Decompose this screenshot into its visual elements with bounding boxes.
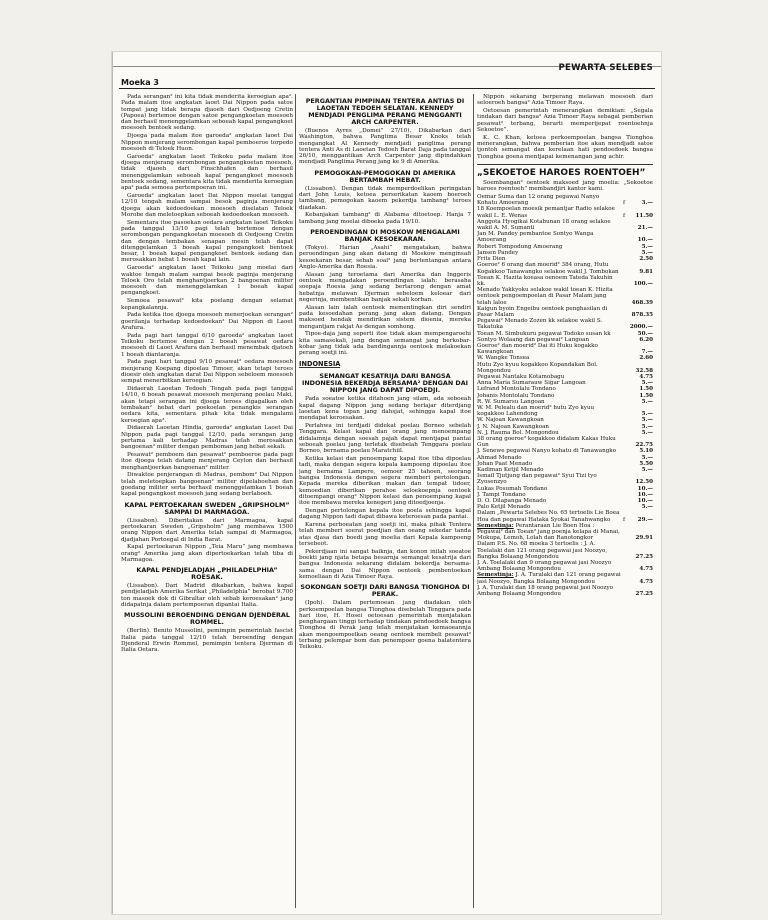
donation-amount: 10.—	[637, 498, 653, 505]
paragraph: Djoega pada malam itoe garoeda² angkatan laoet Dai Nippon menjerang serombongan kapal pemboeroe torpedo moesoeh di Teloek Huon.	[121, 133, 293, 152]
article-paragraphs	[121, 94, 293, 498]
donation-amount: 4.75	[639, 578, 653, 585]
donation-label: N. J. Rauma Bol. Mongondou	[477, 429, 559, 436]
donation-label: R. W. Sumarsu Langoan	[477, 398, 545, 405]
donation-item	[477, 436, 653, 448]
donation-label: Palo Ketjil Menado	[477, 504, 531, 511]
paragraph: Didaerah Laoetan Hindia, garoeda² angkatan Laoet Dai Nippon pada pagi tanggal 12/10, pada serangan jang pertama kali terhadap Madras telah merosakkan bangoenan² militer dengan pemboman jang hebat sekali.	[121, 425, 293, 451]
paragraph: Pada serangan² ini kita tidak menderita keroegian apa². Pada malam itoe angkatan laoet Dai Nippon pada satoe tempat jang tidak berapa djaoeh dari Oedjoeng Cretin (Papoea) bertemoe dengan satoe pengangkoetan moesoeh dan berhasil menenggelamkan seboeah kapal pengangkoet moesoeh bentoek sedang.	[121, 94, 293, 132]
donation-item	[477, 262, 653, 274]
donation-amount: 4.75	[639, 566, 653, 573]
donation-amount: 878.35	[631, 311, 653, 318]
donation-amount: 27.25	[635, 591, 653, 598]
donation-amount: 32.58	[635, 367, 653, 374]
donation-list	[477, 194, 653, 523]
donation-amount: 3.—	[641, 200, 653, 207]
paragraph: Garoeda² angkatan laoet Dai Nippon moelai tanggal 12/10 tengah malam sampai besok paginja menjerang djoega akan kedoedoekan moesoeh diselatan Teloek Morobe dan meletoepkan seboeah kedoedoekan moesoeh.	[121, 192, 293, 218]
donation-label: Anna Maria Sumarauw Sigar Langoan	[477, 380, 586, 387]
donation-item	[477, 318, 653, 330]
donation-label: Hutu Zyo kyuu kogakkoo Kopandakan Bol. Mongondou	[477, 361, 598, 374]
headline-philadelphia: KAPAL PENDJELADJAH „PHILADELPHIA” ROESAK.	[136, 566, 278, 582]
donation-amount: 29.91	[635, 535, 653, 542]
donation-amount: 12.50	[635, 479, 653, 486]
donation-item	[477, 405, 653, 417]
paragraph: Diwaktoe penjerangan di Madras, pembom² Dai Nippon telah meletoepkan bangoenan² militer dipelaboehan dan goedang militer serta berhasil menenggelamkan 1 boeah kapal pengangkoet moesoeh jang sedang berlaboeh.	[121, 472, 293, 498]
donation-amount: 1.50	[639, 392, 653, 399]
paragraph: Kapal pertoekaran Nippon „Teia Maru” jang membawa orang² Amerika jang akan dipertoekarkan telah tiba di Marmagoa.	[121, 544, 293, 563]
donation-amount: 5.—	[641, 454, 653, 461]
donation-item	[477, 287, 653, 306]
donation-amount: 10.—	[637, 491, 653, 498]
donation-amount: 5.—	[641, 249, 653, 256]
donation-label: Jansen Pandey	[477, 249, 519, 256]
donation-amount: 5.—	[641, 429, 653, 436]
donation-amount: 5.—	[641, 380, 653, 387]
donation-amount: 1.50	[639, 386, 653, 393]
donation-label: Kaigun byoin Engeibu oentoek penghasilan di Pasar Malam	[477, 305, 608, 318]
paragraph: Kebanjakan tambang² di Alabama ditoetoep. Hanja 7 tambang jang moelai diboeka pada 19/10.	[299, 212, 471, 225]
donation-item	[477, 343, 653, 355]
donation-amount: 2.60	[639, 355, 653, 362]
donation-item	[477, 206, 653, 218]
paragraph: (Ipoh). Dalam pertemoean jang diadakan oleh perkoempoelan bangsa Tionghoa disebelah Tenggara pada hari itoe, H. Hosei oetoesan pemerintah menjatakan penghargaan tinggi terhadap tindakan pendoedoek bangsa Tionghoa di Perak jang telah menjatakan kemaoeannja akan mengoempoelkan oeang oentoek membeli pesawat² terbang pelempar bom dan penempoer goena balatentera Teikoku.	[299, 600, 471, 651]
donation-amount: 468.39	[631, 299, 653, 306]
donation-amount: 5.—	[641, 411, 653, 418]
paragraph: Pada ketika itoe djoega moesoeh menerjoekan serangan² goerilanja terhadap kedoedoekan² Dai Nippon di Laoet Arafura.	[121, 312, 293, 331]
donation-label: D. O. Dilapanga Menado	[477, 498, 547, 505]
donation-amount: 27.25	[635, 553, 653, 560]
donation-amount: 50.—	[637, 330, 653, 337]
donation-amount: 5.—	[641, 417, 653, 424]
paragraph: Alasan jang teroetama dari Amerika dan Inggeris oentoek mengadakan peroendingan ialah: berasaha soepaja Roesia jang sedang bertarong dengan amat hebatnja melawan Djerman sebeloem keloear dari negerinja, membentikan banjak sekali korban.	[299, 271, 471, 303]
column-2	[299, 94, 471, 908]
donation-item	[477, 572, 653, 584]
donation-label: Lefrand Montolalu Tondano	[477, 386, 556, 393]
paragraph: Pada soeatoe ketika ditahoen jang silam, ada seboeah kapal dagang Nippon jang sedang berlajar diterdjang laoetan kena topan jang dahsjat, sehingga kapal itoe mendapat keroesakan.	[299, 396, 471, 422]
donation-amount: 7.—	[641, 349, 653, 356]
donation-label: W. M. Pelealu dan moerid² hutu Zyo kyuu kogakkoo Lahendong	[477, 404, 595, 418]
donation-label: J. A. Turalaki dan 121 orang pegawai jasi Noozyo, Bangka Bolaang Mongondou	[477, 572, 621, 585]
donation-label: Kadiman Ketjil Menado	[477, 467, 544, 473]
donation-amount: 29.—	[637, 516, 653, 523]
subhead: Semestinja:	[477, 522, 514, 529]
headline-gripsholm: KAPAL PERTOEKARAN SWEDEN „GRIPSHOLM” SAMPAI DI MARMAGOA.	[124, 500, 290, 516]
paragraph: Perlahwa ini terdjadi didekat poelau Borneo sebelah Tenggara. Kelasi kapal dan orang jang menoempang didalamnja dengan soesah pajah dapat mentjapai pantai seboeah poelau jang terletak disebelah Tenggara poelau Borneo, bernama poelau Maratchiil.	[299, 423, 471, 455]
donation-label: Ismail Tjutjung dan pegawai² Syui Tizi tyo Zyosenzyo	[477, 473, 597, 486]
currency-mark: f	[622, 516, 626, 523]
page-label: Moeka 3	[121, 78, 159, 87]
donation-label: Pegawai Nantaku Kotamobagu	[477, 373, 565, 380]
donation-amount: 4.75	[639, 373, 653, 380]
donation-label: Johan Paat Menado	[477, 460, 533, 467]
donation-item	[477, 275, 653, 287]
paragraph: Karena perboeatan jang soetji ini, maka pihak Tentera telah memberi soerat poedjian dan oeang sekedar tanda atas djasa dan boedi jang moelia dari Kepala kampoeng tersebeot.	[299, 522, 471, 547]
headline-kennedy: PERGANTIAN PIMPINAN TENTERA ANTIAS DI LAOETAN TEDOEH SELATAN. KENNEDY MENDJADI PENGLIMA PERANG MENGGANTI ARCH CARPENTER.	[305, 97, 465, 126]
paragraph: Ketika kelasi dan penoempang kapal itoe tiba dipoelau tadi, maka dengan segera kepala kampoeng dipoelau itoe jang bernama Lampere, oemoer 25 tahoen, seorang bangsa Indonesia dengan segera memberi pertolongan. Kepada mereka diberikan makan dan tempat tidoer, kemoedian diberikan perahoe seloekoepnja oentoek ditoempangi orang² Nippon kelasi dan penoempang kapal itoe membawa mereka kenegeri jang ditoedjoenja.	[299, 456, 471, 507]
donation-amount: 5.—	[641, 504, 653, 511]
paragraph: K. C. Khan, ketoea perkoempoelan bangsa Tionghoa menerangkan, bahwa pemberian itoe akan mendjadi satoe tjontoh semangat dan kerelaan hati pendoedoek bangsa Tionghoa goena mentjapai kemenangan jang achir.	[477, 134, 653, 160]
headline-moskow: PEROENDINGAN DI MOSKOW MENGALAMI BANJAK KESOEKARAN.	[310, 228, 460, 244]
donation-label: Toean K. Hazita koeasa oenoem Tateda Yakuhin kk.	[477, 274, 613, 287]
headline-pemogokan: PEMOGOKAN-PEMOGOKAN DI AMERIKA BERTAMBAH HEBAT.	[314, 168, 456, 184]
donation-label: 38 orang goeroe² kogakkoo didalam Kakas Huku Gun	[477, 435, 616, 449]
donation-label: Jan M. Pandey pembantoe Sontyo Wanga Amoerang	[477, 231, 594, 244]
paragraph: Garoeda² angkatan laoet Teikoku jang moelai dari waktoe tengah malam sampai besok paginja menjerang Teloek Oro telah menghantjoerkan 2 bangoenan militer moesoeh dan menenggelamkan 1 boeah kapal pengangkoet.	[121, 265, 293, 297]
donation-item	[477, 362, 653, 374]
donation-label: Johanis Montolalu Tondano	[477, 392, 555, 399]
donation-label: W. Wangke Tonsea	[477, 355, 530, 362]
headline-mussolini: MUSSOLINI BEROENDING DENGAN DJENDERAL ROMMEL.	[124, 611, 290, 627]
donation-amount: 10.—	[637, 237, 653, 244]
donation-label: Toean M. Simbukuru pegawai Todoko susan kk	[477, 330, 611, 337]
paragraph: (Berlin). Benito Mussolini, pemimpin pemerintah fascist Italia pada tanggal 12/10 telah beroending dengan Djenderal Erwin Rommel, pemimpin tentera Djerman di Italia Oetara.	[121, 628, 293, 654]
currency-mark: f	[622, 200, 626, 207]
donation-item	[477, 541, 653, 560]
paragraph: Alasan lain ialah oentoek mementingkan diri sendiri pada kesoedahan perang jang akan datang. Dengan maksoed hendak mendirikan sistem dioenia, mereka mengantjam rakjat As dengan somhong.	[299, 304, 471, 330]
masthead: PEWARTA SELEBES	[558, 63, 653, 73]
donation-label: Menado Yakkyoku selakoe wakil toean K. Hizita oentoek pengoempoelan di Pasar Malam jang telah laloe	[477, 287, 613, 306]
donation-amount: 9.81	[639, 268, 653, 275]
subhead: Semestinja:	[477, 572, 514, 579]
paragraph: (Lissabon). Dengan tidak memperdoelikan peringatan dari John Louis, ketoea perserikatan kaoem boeroeh tambang, pemogokan kaoem pekerdja tambang² teroes diadakan.	[299, 185, 471, 211]
donation-label: Dalam P.S. No. 68 moeka 3 tertoelis : J. A. Toelalaki dan 121 orang pegawai jasi Noozyo, Bangka Bolaang Mongondou	[477, 541, 608, 560]
donation-label: 18 Koempoelan moesik pemantjar Radio selakoe wakil L. E. Wenas	[477, 206, 615, 219]
donation-amount: 5.10	[639, 448, 653, 455]
column-3	[477, 94, 653, 908]
paragraph: Pada pagi hari tanggal 6/10 garoeda² angkatan laoet Teikoku bertemoe dengan 2 boeah pesawat oedara moesoeh di Laoet Arafura dan berhasil menembak djatoeh 1 boeah diantaranja.	[121, 332, 293, 358]
headline-sekoetoe: „SEKOETOE HAROES ROENTOEH”	[477, 164, 653, 178]
donation-amount: 6.20	[639, 336, 653, 343]
donation-amount: 5.—	[641, 243, 653, 250]
donation-label: Oemar Suma dan 12 orang pegawai Nanyo Kohatu Amoerang	[477, 194, 600, 207]
paragraph: Tipoe-daja jang seperti itoe tidak akan mempengaroehi kita samasekali, jang dengan semangat jang berkobar-kobar jang tidak ada bandingannja oentoek melakoekan perang soetji ini.	[299, 331, 471, 357]
donation-item	[477, 306, 653, 318]
headline-tionghoa: SOKONGAN SOETJI DARI BANGSA TIONGHOA DI PERAK.	[300, 583, 470, 599]
donation-amount: 21.—	[637, 225, 653, 232]
donation-label: Pegawai² Menado Zozen kk selakoe wakil S. Takatuka	[477, 318, 603, 331]
paragraph: (Lissabon). Diberitakan dari Marmagoa, kapal pertoekaran Sweden „Gripsholm” jang membawa 1500 orang Nippon dari Amerika telah sampai di Marmagoa, djadjahan Portoegal di India Barat.	[121, 517, 293, 543]
donation-amount: 22.75	[635, 442, 653, 449]
donation-label: J. A. Toelalaki dan 9 orang pegawai jasi Noozyo Ambang Bolaang Mongondou	[477, 560, 612, 573]
donation-label: J. A. Turalaki dan 18 orang pegawai jasi Noozyo Ambang Bolaang Mongondou	[477, 584, 614, 598]
headline-semangat: SEMANGAT KESATRIJA DARI BANGSA INDONESIA BEKERDJA BERSAMA² DENGAN DAI NIPPON JANG DAPAT DIPOEDJI.	[301, 372, 469, 395]
donation-amount: 100.—	[633, 280, 653, 287]
donation-item	[477, 473, 653, 485]
donation-amount: 5.—	[641, 423, 653, 430]
paragraph: Soembangan² oentoek maksoed jang moelia: „Sekoetoe haroes roentoeh” membandjiri kantor kami.	[477, 179, 653, 193]
donation-label: Goeroe² 6 orang dan moerid² 384 orang, Hutu Kogakkoo Tanawangko selakoe wakil J. Tombokan	[477, 262, 619, 275]
donation-amount: 5.—	[641, 398, 653, 405]
paragraph: (Tokyo). Harian „Asahi” mengatakan, bahwa peroendingan jang akan datang di Moskow menginsafi kesoekaran besar, sebab soal² jang bertentangan antara Anglo-Amerika dan Roesia.	[299, 245, 471, 270]
donation-label: Ahmad Menado	[477, 454, 522, 461]
paragraph: Garoeda² angkatan laoet Teikoku pada malam itoe djoega menjerang serombongan pengangkoetan moesoeh, tidak djaoeh dari Finschhafen dan berhasil menenggelamkan seboeah kapal pengangkoet moesoeh bentoek sedang, sementara kita tidak menderita keroegian apa² pada semoea pertempoeran ini.	[121, 153, 293, 192]
paragraph: Pada pagi hari tanggal 9/10 pesawat² oedara moesoeh menjerang Koepang dipoelau Timoer, akan tetapi teroes dioesir oleh angkatan darat Dai Nippon sebeloem moesoeh sempat menerbitkan keroegian.	[121, 359, 293, 385]
donation-amount: 10.—	[637, 485, 653, 492]
donation-label: J. N. Najoan Kawangkoan	[477, 423, 550, 430]
donation-label: Sontyo Wolaang dan pegawai² Langoan	[477, 336, 590, 343]
paragraph: Nippon sekarang berperang melawan moesoeh dari seloeroeh bangsa² Azia Timoer Raya.	[477, 94, 653, 107]
donation-item	[477, 560, 653, 572]
paragraph: (Lissabon). Dari Madrid dikabarkan, bahwa kapal pendjeladjah Amerika Serikat „Philadelphia” berobat 9.700 ton masoek dok di Gibraltar oleh sebab keroesakan² jang didapatnja dalam pertempoeran dipantai Italia.	[121, 583, 293, 609]
donation-item	[477, 231, 653, 243]
donation-label: J. Senewe pegawai Nanyo kohatu di Tanawangko	[477, 448, 617, 455]
paragraph: Oetoesan pemerintah menerangkan demikian: „Segala tindakan dari bangsa² Azia Timoer Raya sebagai pemberian pesawat² terbang, berarti memperijepat roentoehnja Sekoetoe”.	[477, 108, 653, 133]
donation-label: Lukas Posumah Tondano	[477, 485, 548, 492]
section-label-indonesia: INDONESIA	[299, 360, 341, 369]
paragraph: Dengan pertolongan kepala itoe poela sehingga kapal dagang Nippon tadi dapat dibawa keteroesan pada pantai.	[299, 507, 471, 521]
donation-label: Robert Tompodung Amoerang	[477, 243, 563, 250]
column-1	[121, 94, 293, 908]
donation-label: Goeroe² dan moerid² Dai iti Huku kogakko Kawangkoan	[477, 342, 598, 356]
donation-amount: 2.50	[639, 256, 653, 263]
header-rule	[119, 88, 655, 89]
column-divider	[473, 94, 474, 908]
donation-label: Dalam „Pewarta Selebes No. 65 tertoelis Lie Boea Hoa dan pegawai Hataka Syokai Tanahwangko	[477, 510, 620, 523]
paragraph: (Buenos Ayres „Domei” 27/10). Dikabarkan dari Washington, bahwa Panglima Besar Knoks telah mengangkat Al Kennedy mendjadi panglima perang tentera Anti As di Laoetan Tedoeh Barat Daja pada tanggal 26/10, menggantikan Arch Carpenter jang dipindahkan mendjadi Panglima Perang jang ke 9 di Amerika.	[299, 128, 471, 166]
donation-label: Frits Dien	[477, 256, 506, 263]
paragraph: Pekerdjaan ini sangat baiknja, dan konon inilah soeatoe boekti jang njata betapa besarnja semangat kesatrija dari bangsa Indonesia sekarang didalam bekerdja bersama-sama dengan Dai Nippon oentoek pembentoekan kemoeliaan di Azia Timoer Raya.	[299, 548, 471, 580]
donation-label: Anggota Hyogikai Kotabunan 18 orang selakoe wakil A. M. Sumanti	[477, 218, 611, 232]
donation-label: J. Tampi Tondano	[477, 491, 526, 498]
donation-amount: 2000.—	[629, 324, 653, 331]
donation-item	[477, 194, 653, 206]
donation-amount: 5.50	[639, 460, 653, 467]
donation-item	[477, 523, 653, 542]
column-divider	[295, 94, 296, 908]
donation-item	[477, 585, 653, 597]
newspaper-page	[112, 52, 661, 914]
donation-item	[477, 219, 653, 231]
paragraph: Sementara itoe pasoekan oedara angkatan laoet Teikoku pada tanggal 13/10 pagi telah bertemoe dengan serombongan pengangkoetan moesoeh di Oedjoeng Cretin dan dengan tembakan senapan mesin telah dapat ditenggelamkan 3 boeah kapal pengangkoet bentoek besar, 1 boeah kapal pengangkoet bentoek sedang dan merosakkan hebat 1 boeah kapal lain.	[121, 219, 293, 264]
paragraph: Didaerah Laoetan Tedoeh Tengah pada pagi tanggal 14/10, 6 boeah pesawat moesoeh menjerang poelau Maki, akan tetapi serangan ini djoega teroes digagalkan oleh tembakan² hebat dari poekoelan penangkis serangan oedara kita, sementara pihak kita tidak mengalami keroegian apa².	[121, 386, 293, 424]
donation-label: Perantaraan Lie Boen Hoa : Pegawai² dan Toean² jang poenja kelapa di Manai, Mokupa, Lemoh, Lolah dan Ranotongkor	[477, 522, 620, 542]
donation-amount: 5.—	[641, 467, 653, 473]
donation-label: W. Najoan Kawangkoan	[477, 417, 544, 424]
donation-item	[477, 510, 653, 522]
currency-mark: f	[622, 212, 626, 219]
paragraph: Pesawat² pemboem dan pesawat² pemboeroe pada pagi itoe djoega telah datang menjerang Ceylon dan berhasil menghantjoerkan bangoenan² militer.	[121, 452, 293, 471]
donation-amount: 11.50	[635, 212, 653, 219]
paragraph: Semoea pesawat² kita poelang dengan selamat kepangkalannja.	[121, 298, 293, 311]
